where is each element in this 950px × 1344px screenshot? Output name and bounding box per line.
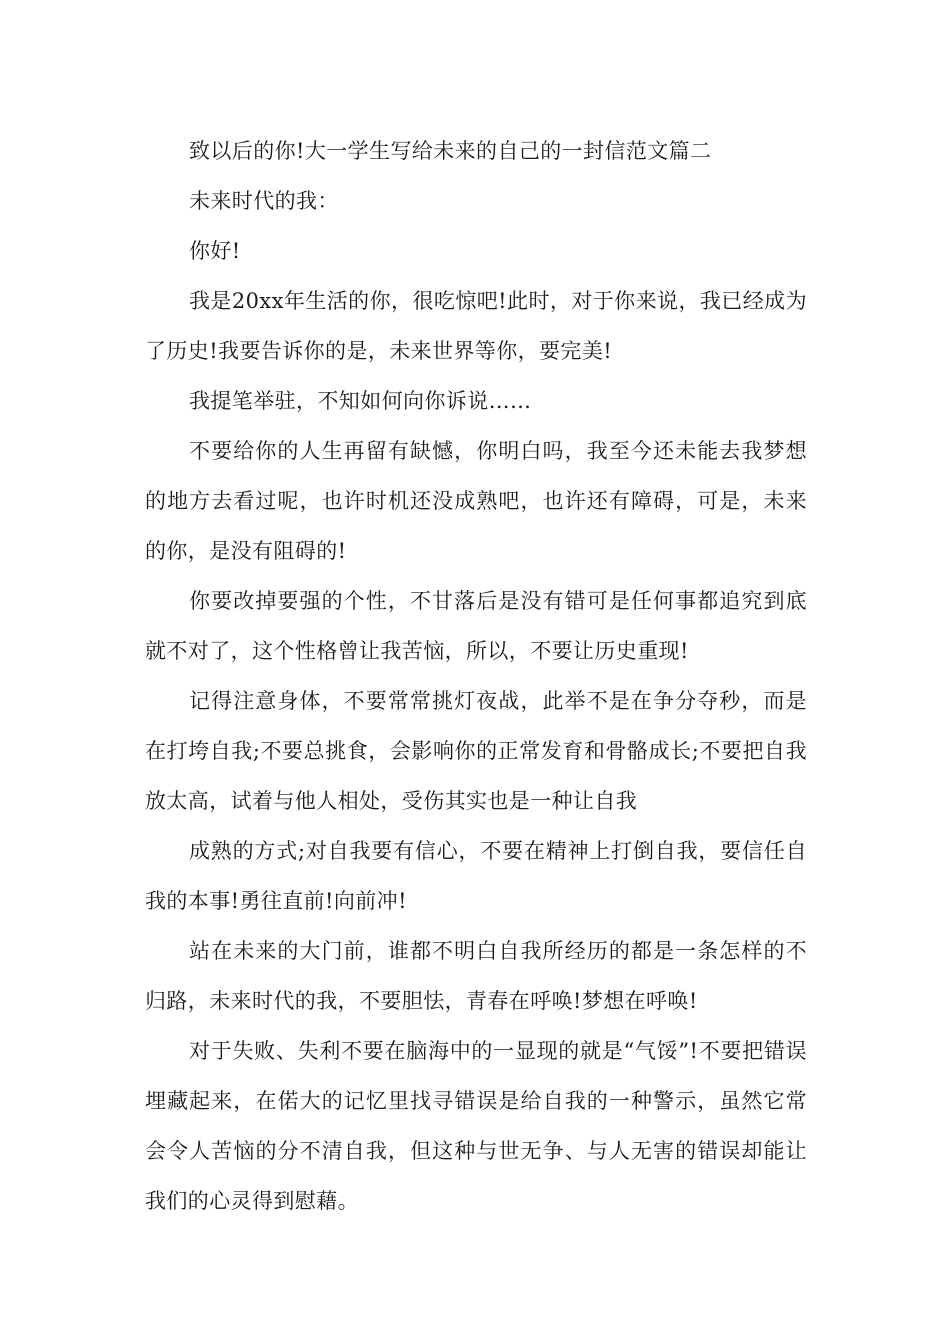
- paragraph: 我是20xx年生活的你，很吃惊吧!此时，对于你来说，我已经成为了历史!我要告诉你的是，未来世界等你，要完美!: [145, 289, 807, 363]
- paragraph: 你要改掉要强的个性，不甘落后是没有错可是任何事都追究到底就不对了，这个性格曾让我苦恼，所以，不要让历史重现!: [145, 589, 807, 663]
- paragraph: 成熟的方式;对自我要有信心，不要在精神上打倒自我，要信任自我的本事!勇往直前!向前冲!: [145, 839, 807, 913]
- paragraph: 我提笔举驻，不知如何向你诉说……: [189, 389, 532, 413]
- paragraph-salutation: 未来时代的我：: [189, 189, 339, 213]
- paragraph: 不要给你的人生再留有缺憾，你明白吗，我至今还未能去我梦想的地方去看过呢，也许时机还没成熟吧，也许还有障碍，可是，未来的你，是没有阻碍的!: [145, 439, 807, 563]
- paragraph: 对于失败、失利不要在脑海中的一显现的就是“气馁”!不要把错误埋藏起来，在偌大的记忆里找寻错误是给自我的一种警示，虽然它常会令人苦恼的分不清自我，但这种与世无争、与人无害的错误却能让我们的心灵得到慰藉。: [145, 1039, 807, 1213]
- paragraph-greeting: 你好!: [189, 239, 241, 263]
- paragraph: 站在未来的大门前，谁都不明白自我所经历的都是一条怎样的不归路，未来时代的我，不要胆怯，青春在呼唤!梦想在呼唤!: [145, 939, 807, 1013]
- paragraph: 记得注意身体，不要常常挑灯夜战，此举不是在争分夺秒，而是在打垮自我;不要总挑食，会影响你的正常发育和骨骼成长;不要把自我放太高，试着与他人相处，受伤其实也是一种让自我: [145, 689, 807, 813]
- document-title: 致以后的你!大一学生写给未来的自己的一封信范文篇二: [189, 139, 712, 163]
- letter-body: [145, 126, 807, 1226]
